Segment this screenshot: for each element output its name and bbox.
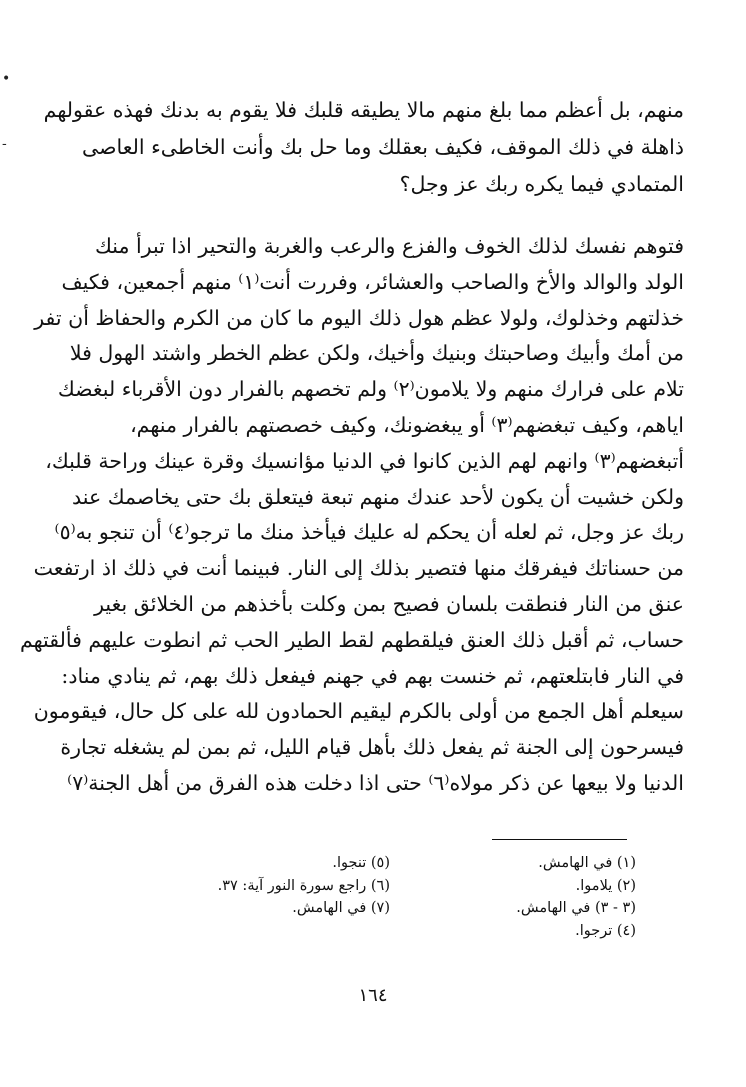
- footnote-separator: [492, 839, 627, 840]
- scan-speck-top: •: [2, 71, 11, 87]
- footnote: (٦) راجع سورة النور آية: ٣٧.: [217, 877, 390, 894]
- text-line: اياهم، وكيف تبغضهم⁽٣⁾ أو يبغضونك، وكيف خصصتهم بالفرار منهم،: [130, 412, 684, 437]
- text-line: فيسرحون إلى الجنة ثم يفعل ذلك بأهل قيام الليل، ثم بمن لم يشغله تجارة: [60, 735, 684, 760]
- scan-speck-side: -: [2, 136, 7, 152]
- text-line: حساب، ثم أقبل ذلك العنق فيلقطهم لقط الطير الحب ثم انطوت عليهم فألقتهم: [19, 627, 684, 652]
- footnote: (٥) تنجوا.: [332, 855, 390, 871]
- text-line: من أمك وأبيك وصاحبتك وبنيك وأخيك، ولكن عظم الخطر واشتد الهول فلا: [69, 341, 684, 366]
- text-line: ولكن خشيت أن يكون لأحد عندك منهم تبعة فيتعلق بك حتى يخاصمك عند: [72, 484, 684, 509]
- footnote: (٧) في الهامش.: [292, 900, 390, 916]
- text-line: الولد والوالد والأخ والصاحب والعشائر، وفررت أنت⁽١⁾ منهم أجمعين، فكيف: [61, 269, 684, 294]
- paragraph-2: [19, 229, 684, 802]
- paragraph-1: [43, 92, 684, 203]
- footnote: (١) في الهامش.: [538, 855, 636, 871]
- text-line: المتمادي فيما يكره ربك عز وجل؟: [399, 172, 684, 196]
- text-line: في النار فابتلعتهم، ثم خنست بهم في جهنم فيفعل ذلك بهم، ثم ينادي مناد:: [61, 663, 684, 688]
- text-line: عنق من النار فنطقت بلسان فصيح بمن وكلت بأخذهم من الخلائق بغير: [94, 591, 684, 616]
- footnote: (٣ - ٣) في الهامش.: [516, 900, 636, 916]
- footnotes-right-column: [436, 852, 636, 942]
- footnote: (٤) ترجوا.: [575, 922, 636, 939]
- text-line: ذاهلة في ذلك الموقف، فكيف بعقلك وما حل بك وأنت الخاطىء العاصى: [82, 135, 684, 159]
- text-line: ربك عز وجل، ثم لعله أن يحكم له عليك فيأخذ منك ما ترجو⁽٤⁾ أن تنجو به⁽٥⁾: [54, 520, 684, 545]
- text-line: تلام على فرارك منهم ولا يلامون⁽٢⁾ ولم تخصهم بالفرار دون الأقرباء لبغضك: [57, 377, 684, 402]
- text-line: الدنيا ولا بيعها عن ذكر مولاه⁽٦⁾ حتى اذا دخلت هذه الفرق من أهل الجنة⁽٧⁾: [67, 770, 684, 795]
- footnotes-left-column: [160, 852, 390, 920]
- text-line: خذلتهم وخذلوك، ولولا عظم هول ذلك اليوم ما كان من الكرم والحفاظ أن تفر: [34, 305, 684, 330]
- text-line: سيعلم أهل الجمع من أولى بالكرم ليقيم الحمادون لله على كل حال، فيقومون: [33, 699, 684, 724]
- text-line: أتبغضهم⁽٣⁾ وانهم لهم الذين كانوا في الدنيا مؤانسيك وقرة عينك وراحة قلبك،: [45, 448, 684, 473]
- page-number: ١٦٤: [358, 985, 388, 1006]
- text-line: من حسناتك فيفرقك منها فتصير بذلك إلى النار. فبينما أنت في ذلك اذ ارتفعت: [33, 556, 684, 581]
- text-line: منهم، بل أعظم مما بلغ منهم مالا يطيقه قلبك فلا يقوم به بدنك فهذه عقولهم: [43, 98, 684, 122]
- text-line: فتوهم نفسك لذلك الخوف والفزع والرعب والغربة والتحير اذا تبرأ منك: [94, 234, 684, 258]
- footnote: (٢) يلاموا.: [575, 877, 636, 894]
